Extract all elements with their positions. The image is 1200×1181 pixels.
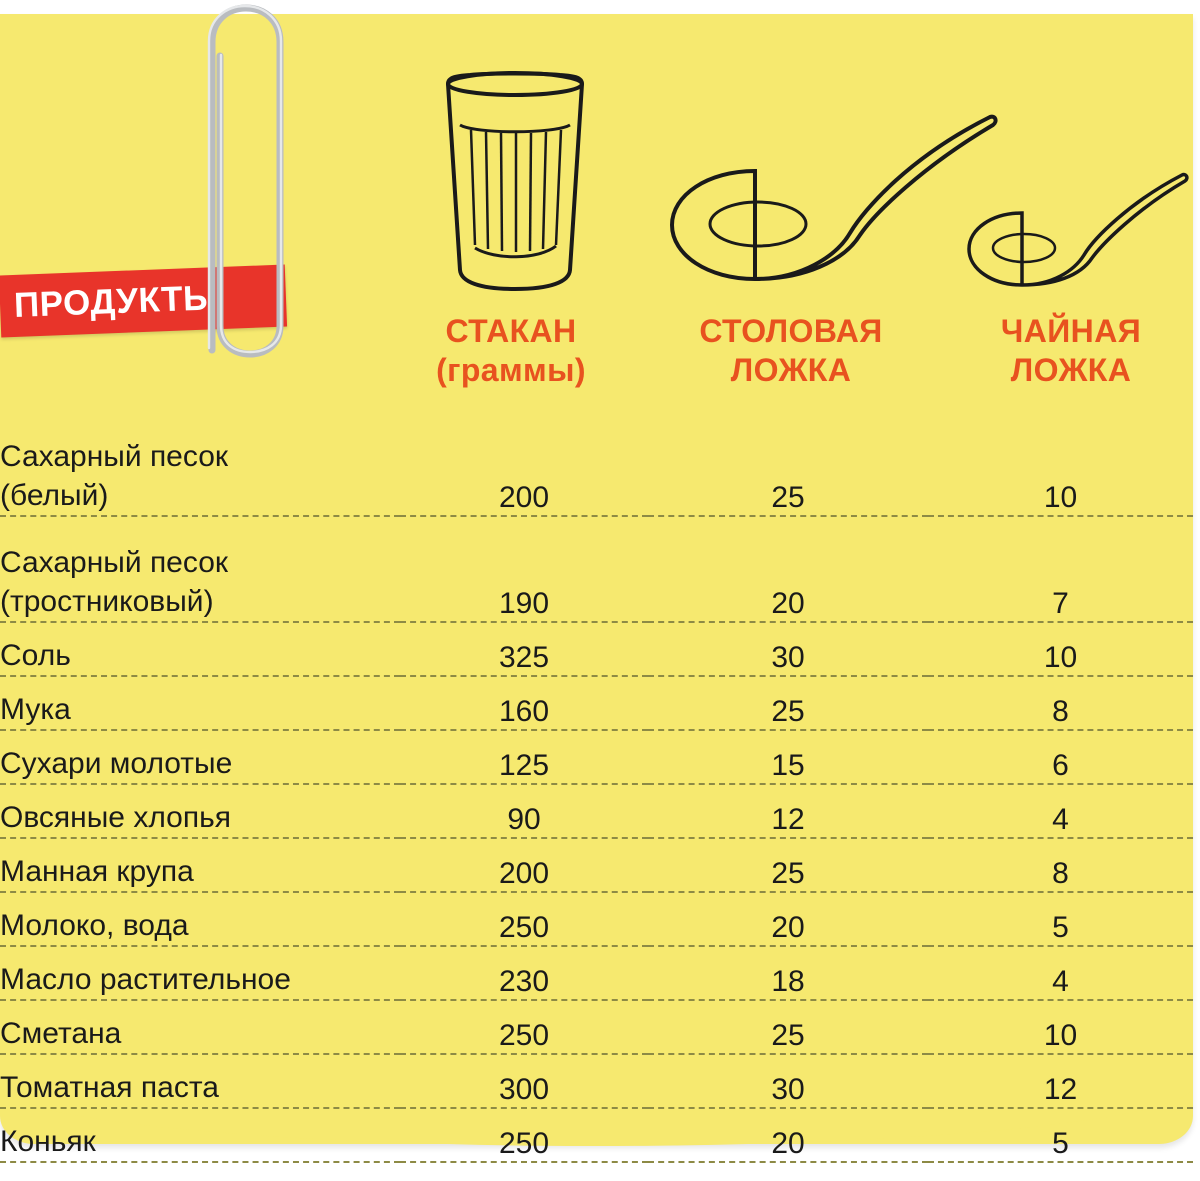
table-row [0,730,1193,784]
table-row [0,411,1193,516]
table-row [0,838,1193,892]
row-product-name-line1: Сахарный песок [0,440,229,474]
row-product-name: Молоко, вода [0,892,400,946]
row-tablespoon-value: 30 [648,622,928,676]
table-row [0,892,1193,946]
row-glass-value: 200 [400,838,648,892]
column-header-teaspoon-line2: ЛОЖКА [1010,352,1132,389]
row-teaspoon-value: 4 [928,946,1193,1000]
row-tablespoon-value: 30 [648,1054,928,1108]
row-product-name: Сметана [0,1000,400,1054]
table-row [0,676,1193,730]
row-product-name: Томатная паста [0,1054,400,1108]
table-row [0,1054,1193,1108]
row-teaspoon-value: 8 [928,838,1193,892]
row-tablespoon-value: 25 [648,676,928,730]
table-row [0,784,1193,838]
row-product-name: Манная крупа [0,838,400,892]
row-teaspoon-value: 4 [928,784,1193,838]
table-row [0,1108,1193,1162]
row-teaspoon-value: 12 [928,1054,1193,1108]
row-teaspoon-value: 10 [928,1000,1193,1054]
row-product-name: Сухари молотые [0,730,400,784]
row-teaspoon-value: 8 [928,676,1193,730]
row-product-name: Овсяные хлопья [0,784,400,838]
column-header-glass-line2: (граммы) [436,352,586,389]
column-header-tablespoon [646,312,936,390]
column-header-tablespoon-line2: ЛОЖКА [730,352,852,389]
table-row [0,516,1193,622]
row-glass-value: 160 [400,676,648,730]
table-row [0,1000,1193,1054]
row-tablespoon-value: 12 [648,784,928,838]
column-header-teaspoon [946,312,1196,390]
row-product-name: Мука [0,676,400,730]
row-product-name-line2: (тростниковый) [0,584,214,618]
row-tablespoon-value: 25 [648,1000,928,1054]
row-glass-value: 90 [400,784,648,838]
row-product-name: Масло растительное [0,946,400,1000]
row-tablespoon-value: 20 [648,516,928,622]
row-tablespoon-value: 25 [648,838,928,892]
column-header-teaspoon-line1: ЧАЙНАЯ [1000,313,1142,349]
row-glass-value: 325 [400,622,648,676]
row-glass-value: 250 [400,892,648,946]
row-teaspoon-value: 10 [928,411,1193,516]
row-glass-value: 250 [400,1000,648,1054]
row-product-name [0,411,400,516]
row-teaspoon-value: 5 [928,892,1193,946]
row-product-name-line2: (белый) [0,478,109,512]
row-glass-value: 300 [400,1054,648,1108]
row-teaspoon-value: 6 [928,730,1193,784]
column-header-glass [386,312,636,390]
row-glass-value: 250 [400,1108,648,1162]
teaspoon-icon [960,169,1190,299]
row-glass-value: 190 [400,516,648,622]
measurements-table-wrapper [0,411,1193,1163]
paperclip-icon [176,0,296,370]
row-tablespoon-value: 18 [648,946,928,1000]
row-tablespoon-value: 20 [648,1108,928,1162]
row-tablespoon-value: 20 [648,892,928,946]
drinking-glass-icon [430,70,600,295]
column-header-tablespoon-line1: СТОЛОВАЯ [699,313,883,349]
row-teaspoon-value: 10 [928,622,1193,676]
row-teaspoon-value: 5 [928,1108,1193,1162]
row-product-name: Коньяк [0,1108,400,1162]
row-product-name [0,516,400,622]
products-banner-label: ПРОДУКТЫ [13,278,219,325]
tablespoon-icon [660,109,1000,299]
row-tablespoon-value: 15 [648,730,928,784]
row-product-name: Соль [0,622,400,676]
table-row [0,622,1193,676]
table-row [0,946,1193,1000]
row-tablespoon-value: 25 [648,411,928,516]
row-glass-value: 230 [400,946,648,1000]
column-header-glass-line1: СТАКАН [445,313,577,349]
row-glass-value: 125 [400,730,648,784]
row-product-name-line1: Сахарный песок [0,546,229,580]
row-glass-value: 200 [400,411,648,516]
measurements-table [0,411,1193,1163]
row-teaspoon-value: 7 [928,516,1193,622]
